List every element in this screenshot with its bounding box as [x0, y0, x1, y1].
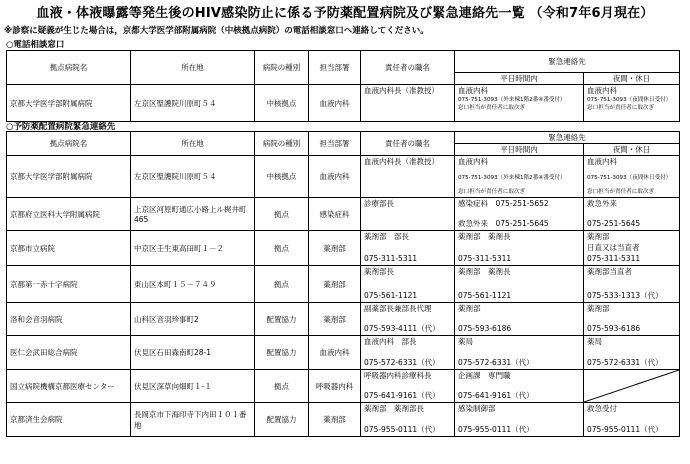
- night-contact-line: 薬剤部: [587, 232, 610, 241]
- hospital-address: 長岡京市下海印寺下内田１０１番地: [131, 403, 255, 437]
- weekday-contact-line: 075-751-3093（外来棟1階2番④番受付）: [458, 174, 566, 181]
- weekday-contact: [455, 156, 584, 198]
- table-row: [7, 85, 680, 122]
- responsible-title-line: 診療部長: [364, 199, 394, 208]
- night-contact: [584, 198, 680, 231]
- section-heading-phone-consult: ○電話相談窓口: [6, 40, 65, 50]
- responsible-title: [361, 303, 455, 336]
- table-row: [7, 370, 680, 403]
- responsible-title: 血液内科長（准教授）: [361, 85, 455, 122]
- night-contact: [584, 303, 680, 336]
- hospital-type: 拠点: [255, 231, 309, 266]
- night-contact: 血液内科 075-751-3093（夜間休日受付） 窓口担当が責任者に取次ぎ: [584, 85, 680, 122]
- responsible-title-line: 薬剤部 薬剤部長: [364, 404, 424, 413]
- department: 薬剤部: [309, 403, 361, 437]
- weekday-contact: [455, 231, 584, 266]
- responsible-title-line: 075-572-6331（代）: [364, 358, 440, 367]
- weekday-contact-line: 企画課 専門職: [458, 371, 511, 380]
- responsible-title-line: 075-641-9161（代）: [364, 391, 440, 400]
- hospital-name: 京都済生会病院: [7, 403, 131, 437]
- hospital-address: 左京区聖護院川原町５４: [131, 85, 255, 122]
- weekday-contact-line: 薬局: [458, 337, 473, 346]
- hospital-type: 配置協力: [255, 303, 309, 336]
- header-address: 所在地: [131, 51, 255, 85]
- weekday-contact-line: 救急外来 075-251-5645: [458, 219, 549, 228]
- department: 薬剤部: [309, 231, 361, 266]
- night-contact: [584, 336, 680, 370]
- hospital-type: 拠点: [255, 198, 309, 231]
- hospital-name: 京都市立病院: [7, 231, 131, 266]
- night-contact-line: 075-572-6331（代）: [587, 358, 663, 367]
- hospital-name: 京都大学医学部附属病院: [7, 156, 131, 198]
- responsible-title: [361, 336, 455, 370]
- table-row: [7, 303, 680, 336]
- hospital-type: 拠点: [255, 266, 309, 303]
- hospital-address: 伏見区石田森南町28-1: [131, 336, 255, 370]
- responsible-title-line: 薬剤部 部長: [364, 232, 409, 241]
- weekday-contact-line: 血液内科: [458, 157, 488, 166]
- night-contact: [584, 156, 680, 198]
- weekday-contact: [455, 370, 584, 403]
- table-row: [7, 156, 680, 198]
- header-weekday: 平日時間内: [455, 73, 584, 85]
- weekday-contact-line: 075-593-6186: [458, 324, 512, 333]
- hospital-type: 配置協力: [255, 336, 309, 370]
- night-contact-line: 救急外来: [587, 199, 617, 208]
- hospital-address: 伏見区深草向畑町１-１: [131, 370, 255, 403]
- weekday-contact-line: 075-641-9161（代）: [458, 391, 534, 400]
- night-contact-line: 血液内科: [587, 157, 617, 166]
- department: 感染症科: [309, 198, 361, 231]
- night-contact-line: 075-533-1313（代）: [587, 291, 663, 300]
- night-contact: [584, 231, 680, 266]
- weekday-contact-line: 薬剤部 薬剤長: [458, 232, 511, 241]
- responsible-title-line: 075-561-1121: [364, 291, 418, 300]
- section-heading-prophylaxis: ○予防薬配置病院緊急連絡先: [6, 122, 116, 132]
- header-title: 責任者の職名: [361, 132, 455, 156]
- hospital-name: 医仁会武田総合病院: [7, 336, 131, 370]
- responsible-title: [361, 156, 455, 198]
- weekday-contact-line: 075-955-0111（代）: [458, 425, 534, 434]
- night-contact-line: 075-251-5645: [587, 219, 641, 228]
- hospital-address: 東山区本町１５－７４９: [131, 266, 255, 303]
- department: 薬剤部: [309, 266, 361, 303]
- hospital-address: 上京区河原町通広小路上ル梶井町465: [131, 198, 255, 231]
- weekday-contact: 血液内科 075-751-3093（外来棟1階2番④番受付） 窓口担当が責任者に取次ぎ: [455, 85, 584, 122]
- responsible-title: [361, 198, 455, 231]
- header-title: 責任者の職名: [361, 51, 455, 85]
- department: 血液内科: [309, 156, 361, 198]
- night-contact-line: 窓口担当が責任者に取次ぎ: [587, 189, 655, 195]
- hospital-name: 京都府立医科大学附属病院: [7, 198, 131, 231]
- responsible-title-line: 副薬部長兼部長代理: [364, 304, 432, 313]
- header-hospital: 拠点病院名: [7, 132, 131, 156]
- department: 血液内科: [309, 85, 361, 122]
- hospital-address: 山科区音羽珍事町2: [131, 303, 255, 336]
- header-night: 夜間・休日: [584, 73, 680, 85]
- header-emergency: 緊急連絡先: [455, 132, 680, 144]
- weekday-contact-line: 窓口担当が責任者に取次ぎ: [458, 189, 526, 195]
- hospital-address: 左京区聖護院川原町５４: [131, 156, 255, 198]
- hospital-name: 京都第一赤十字病院: [7, 266, 131, 303]
- responsible-title-line: 薬剤部長: [364, 267, 394, 276]
- night-contact-line: 薬局: [587, 337, 602, 346]
- responsible-title-line: 075-955-0111（代）: [364, 425, 440, 434]
- header-dept: 担当部署: [309, 132, 361, 156]
- night-contact-line: 075-593-6186: [587, 324, 641, 333]
- night-contact-line: 薬剤部: [587, 304, 610, 313]
- weekday-contact-line: 075-572-6331（代）: [458, 358, 534, 367]
- hospital-type: 中核拠点: [255, 85, 309, 122]
- responsible-title-line: 075-593-4111（代）: [364, 324, 440, 333]
- header-weekday: 平日時間内: [455, 144, 584, 156]
- weekday-contact-line: 薬剤部: [458, 304, 481, 313]
- weekday-contact: [455, 303, 584, 336]
- weekday-contact-line: 感染制御部: [458, 404, 496, 413]
- weekday-contact-line: 感染症科 075-251-5652: [458, 199, 549, 208]
- header-emergency: 緊急連絡先: [455, 51, 680, 73]
- hospital-name: 洛和会音羽病院: [7, 303, 131, 336]
- hospital-type: 拠点: [255, 370, 309, 403]
- table-row: [7, 198, 680, 231]
- weekday-contact: [455, 266, 584, 303]
- consultation-note: ※診察に疑義が生じた場合は，京都大学医学部附属病院（中核拠点病院）の電話相談窓口へ連絡してください。: [4, 26, 429, 36]
- weekday-contact-line: 075-561-1121: [458, 291, 512, 300]
- responsible-title: [361, 266, 455, 303]
- weekday-contact: [455, 198, 584, 231]
- hospital-address: 中京区壬生東高田町１－２: [131, 231, 255, 266]
- night-contact-line: 薬剤部当直者: [587, 267, 632, 276]
- header-hospital: 拠点病院名: [7, 51, 131, 85]
- responsible-title-line: 呼吸器内科診療科長: [364, 371, 432, 380]
- hospital-name: 国立病院機構京都医療センター: [7, 370, 131, 403]
- header-dept: 担当部署: [309, 51, 361, 85]
- hospital-name: 京都大学医学部附属病院: [7, 85, 131, 122]
- responsible-title-line: 血液内科長（准教授）: [364, 157, 439, 166]
- night-contact-line: 075-311-5311: [587, 254, 641, 263]
- responsible-title: [361, 403, 455, 437]
- diagonal-slash: [584, 370, 679, 402]
- weekday-contact: [455, 403, 584, 437]
- header-type: 病院の種別: [255, 51, 309, 85]
- table-row: [7, 403, 680, 437]
- prophylaxis-table: [6, 131, 680, 437]
- header-address: 所在地: [131, 132, 255, 156]
- responsible-title-line: 075-311-5311: [364, 254, 418, 263]
- phone-consult-table: [6, 50, 680, 122]
- header-type: 病院の種別: [255, 132, 309, 156]
- department: 呼吸器内科: [309, 370, 361, 403]
- weekday-contact-line: 薬剤部 薬剤長: [458, 267, 511, 276]
- weekday-contact-line: 075-311-5311: [458, 254, 512, 263]
- night-contact: [584, 266, 680, 303]
- table-row: [7, 266, 680, 303]
- night-contact-empty: [584, 370, 680, 403]
- department: 血液内科: [309, 336, 361, 370]
- header-night: 夜間・休日: [584, 144, 680, 156]
- hospital-type: 配置協力: [255, 403, 309, 437]
- responsible-title-line: 血液内科 部長: [364, 337, 417, 346]
- table-row: [7, 336, 680, 370]
- responsible-title: [361, 231, 455, 266]
- night-contact-line: 075-751-3093（夜間休日受付）: [587, 174, 672, 181]
- night-contact-line: 救急受付: [587, 404, 617, 413]
- hospital-type: 中核拠点: [255, 156, 309, 198]
- night-contact-line: 日直又は当直者: [587, 243, 640, 252]
- night-contact-line: 075-955-0111（代）: [587, 425, 663, 434]
- weekday-contact: [455, 336, 584, 370]
- department: 薬剤部: [309, 303, 361, 336]
- page-title: 血液・体液曝露等発生後のHIV感染防止に係る予防薬配置病院及び緊急連絡先一覧 （令和7年6月現在）: [36, 6, 654, 21]
- night-contact: [584, 403, 680, 437]
- responsible-title: [361, 370, 455, 403]
- table-row: [7, 231, 680, 266]
